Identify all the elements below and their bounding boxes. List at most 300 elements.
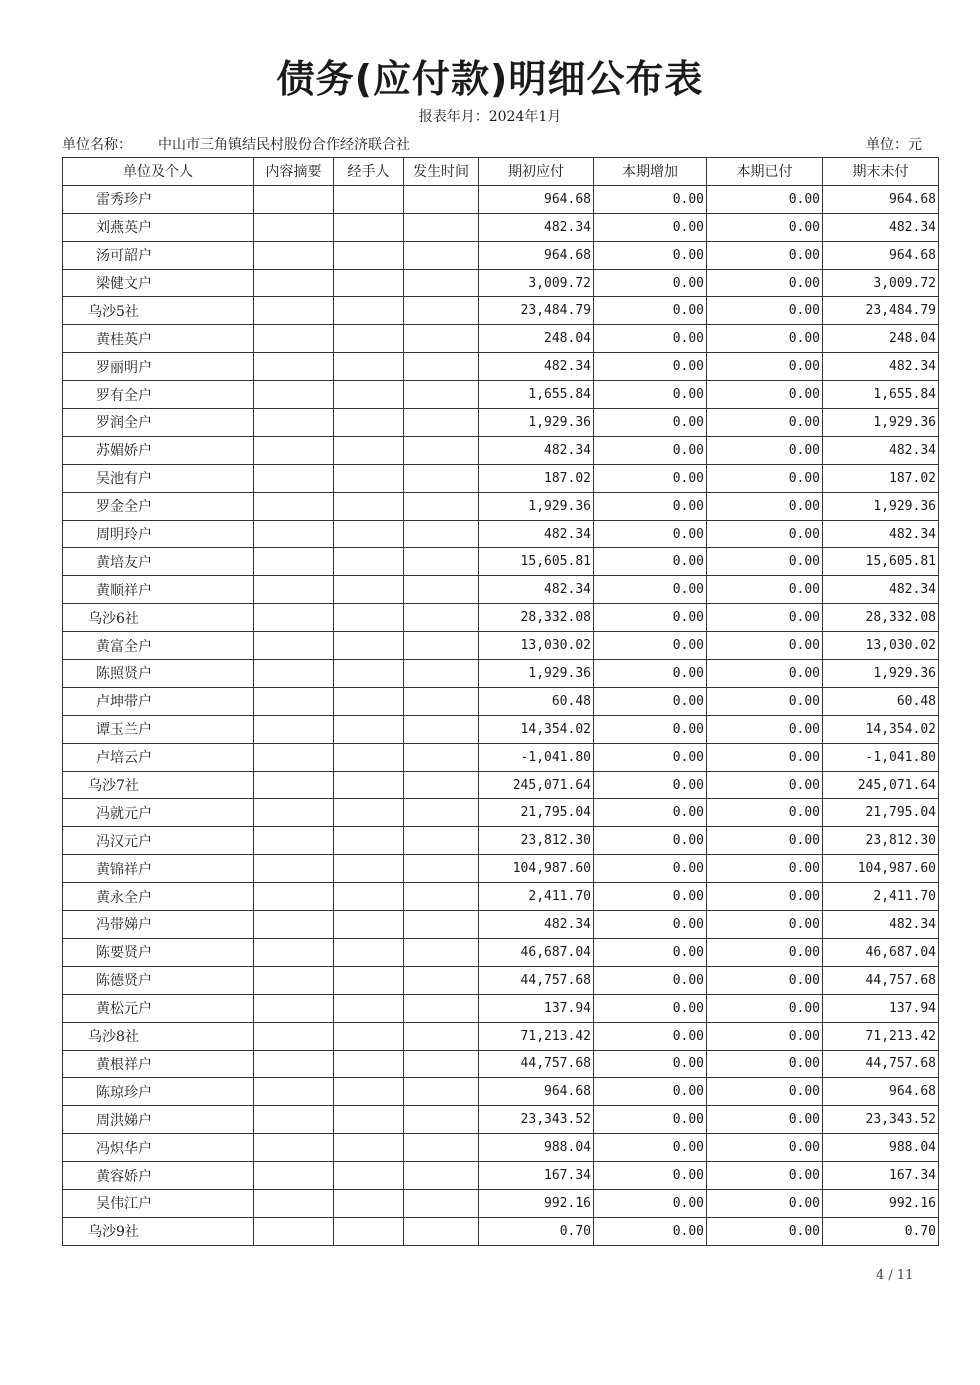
table-row — [63, 1189, 939, 1217]
table-row — [63, 1162, 939, 1190]
table-row — [63, 715, 939, 743]
cell-increase: 0.00 — [594, 1050, 707, 1078]
table-row — [63, 185, 939, 213]
cell-handler — [334, 911, 404, 939]
cell-opening: 46,687.04 — [479, 938, 594, 966]
cell-opening: 482.34 — [479, 436, 594, 464]
cell-entity-name: 黄培友户 — [63, 548, 254, 576]
cell-date — [404, 548, 479, 576]
cell-closing: 167.34 — [823, 1162, 939, 1190]
cell-paid: 0.00 — [707, 409, 823, 437]
cell-paid: 0.00 — [707, 604, 823, 632]
document-title: 债务(应付款)明细公布表 — [276, 57, 704, 101]
cell-closing: 1,929.36 — [823, 492, 939, 520]
table-row — [63, 520, 939, 548]
cell-entity-name: 乌沙8社 — [63, 1022, 254, 1050]
cell-closing: 988.04 — [823, 1134, 939, 1162]
table-row — [63, 771, 939, 799]
cell-increase: 0.00 — [594, 1106, 707, 1134]
cell-closing: 46,687.04 — [823, 938, 939, 966]
cell-entity-name: 冯汉元户 — [63, 827, 254, 855]
table-row — [63, 660, 939, 688]
cell-entity-name: 卢坤带户 — [63, 687, 254, 715]
cell-increase: 0.00 — [594, 855, 707, 883]
cell-opening: 21,795.04 — [479, 799, 594, 827]
cell-increase: 0.00 — [594, 966, 707, 994]
cell-summary — [254, 660, 334, 688]
cell-closing: 1,655.84 — [823, 381, 939, 409]
cell-summary — [254, 381, 334, 409]
table-row — [63, 464, 939, 492]
cell-increase: 0.00 — [594, 520, 707, 548]
cell-entity-name: 乌沙7社 — [63, 771, 254, 799]
cell-opening: 3,009.72 — [479, 269, 594, 297]
cell-opening: 1,929.36 — [479, 492, 594, 520]
cell-date — [404, 325, 479, 353]
cell-entity-name: 吴池有户 — [63, 464, 254, 492]
cell-summary — [254, 1134, 334, 1162]
cell-summary — [254, 241, 334, 269]
cell-paid: 0.00 — [707, 1217, 823, 1245]
cell-paid: 0.00 — [707, 464, 823, 492]
cell-handler — [334, 827, 404, 855]
col-header-handler: 经手人 — [334, 158, 404, 186]
cell-paid: 0.00 — [707, 213, 823, 241]
unit-name: 中山市三角镇结民村股份合作经济联合社 — [158, 137, 410, 153]
cell-summary — [254, 548, 334, 576]
cell-date — [404, 1217, 479, 1245]
cell-opening: 964.68 — [479, 1078, 594, 1106]
cell-increase: 0.00 — [594, 353, 707, 381]
cell-increase: 0.00 — [594, 1134, 707, 1162]
table-row — [63, 1217, 939, 1245]
cell-closing: 1,929.36 — [823, 660, 939, 688]
cell-date — [404, 715, 479, 743]
cell-handler — [334, 1050, 404, 1078]
cell-paid: 0.00 — [707, 185, 823, 213]
cell-increase: 0.00 — [594, 1162, 707, 1190]
cell-entity-name: 黄富全户 — [63, 632, 254, 660]
cell-summary — [254, 1106, 334, 1134]
cell-handler — [334, 241, 404, 269]
cell-summary — [254, 883, 334, 911]
cell-date — [404, 297, 479, 325]
cell-increase: 0.00 — [594, 269, 707, 297]
cell-closing: -1,041.80 — [823, 743, 939, 771]
cell-increase: 0.00 — [594, 185, 707, 213]
cell-increase: 0.00 — [594, 381, 707, 409]
cell-closing: 23,812.30 — [823, 827, 939, 855]
cell-opening: 15,605.81 — [479, 548, 594, 576]
cell-summary — [254, 938, 334, 966]
cell-entity-name: 黄顺祥户 — [63, 576, 254, 604]
cell-date — [404, 911, 479, 939]
cell-summary — [254, 1078, 334, 1106]
cell-date — [404, 436, 479, 464]
cell-summary — [254, 1022, 334, 1050]
cell-entity-name: 黄松元户 — [63, 994, 254, 1022]
cell-paid: 0.00 — [707, 687, 823, 715]
cell-increase: 0.00 — [594, 632, 707, 660]
cell-closing: 23,343.52 — [823, 1106, 939, 1134]
cell-handler — [334, 548, 404, 576]
cell-opening: 1,655.84 — [479, 381, 594, 409]
cell-opening: 964.68 — [479, 185, 594, 213]
currency-unit: 单位：元 — [866, 137, 922, 153]
cell-paid: 0.00 — [707, 1106, 823, 1134]
cell-paid: 0.00 — [707, 632, 823, 660]
cell-summary — [254, 632, 334, 660]
table-row — [63, 1106, 939, 1134]
cell-entity-name: 冯带娣户 — [63, 911, 254, 939]
table-row — [63, 548, 939, 576]
cell-date — [404, 409, 479, 437]
cell-increase: 0.00 — [594, 576, 707, 604]
table-row — [63, 213, 939, 241]
cell-summary — [254, 325, 334, 353]
cell-paid: 0.00 — [707, 743, 823, 771]
cell-entity-name: 罗有全户 — [63, 381, 254, 409]
cell-opening: 28,332.08 — [479, 604, 594, 632]
cell-closing: 245,071.64 — [823, 771, 939, 799]
cell-opening: 482.34 — [479, 576, 594, 604]
table-row — [63, 799, 939, 827]
table-row — [63, 241, 939, 269]
cell-summary — [254, 715, 334, 743]
unit-name-label: 单位名称： — [62, 137, 132, 153]
cell-closing: 137.94 — [823, 994, 939, 1022]
cell-increase: 0.00 — [594, 883, 707, 911]
cell-paid: 0.00 — [707, 827, 823, 855]
cell-increase: 0.00 — [594, 1189, 707, 1217]
cell-handler — [334, 1022, 404, 1050]
table-row — [63, 297, 939, 325]
cell-increase: 0.00 — [594, 827, 707, 855]
cell-paid: 0.00 — [707, 771, 823, 799]
table-row — [63, 994, 939, 1022]
cell-handler — [334, 771, 404, 799]
cell-entity-name: 陈照贤户 — [63, 660, 254, 688]
payables-table — [62, 157, 939, 1246]
cell-closing: 44,757.68 — [823, 1050, 939, 1078]
cell-entity-name: 谭玉兰户 — [63, 715, 254, 743]
cell-handler — [334, 297, 404, 325]
cell-paid: 0.00 — [707, 883, 823, 911]
cell-paid: 0.00 — [707, 1078, 823, 1106]
cell-paid: 0.00 — [707, 269, 823, 297]
cell-increase: 0.00 — [594, 548, 707, 576]
cell-entity-name: 陈琼珍户 — [63, 1078, 254, 1106]
cell-date — [404, 827, 479, 855]
cell-closing: 13,030.02 — [823, 632, 939, 660]
cell-date — [404, 994, 479, 1022]
table-header-row — [63, 158, 939, 186]
cell-entity-name: 罗丽明户 — [63, 353, 254, 381]
cell-handler — [334, 576, 404, 604]
cell-handler — [334, 687, 404, 715]
cell-paid: 0.00 — [707, 325, 823, 353]
cell-handler — [334, 381, 404, 409]
col-header-paid: 本期已付 — [707, 158, 823, 186]
cell-closing: 2,411.70 — [823, 883, 939, 911]
cell-date — [404, 743, 479, 771]
cell-opening: 1,929.36 — [479, 409, 594, 437]
cell-opening: 992.16 — [479, 1189, 594, 1217]
cell-summary — [254, 492, 334, 520]
cell-handler — [334, 799, 404, 827]
cell-summary — [254, 353, 334, 381]
cell-date — [404, 464, 479, 492]
table-row — [63, 1050, 939, 1078]
col-header-date: 发生时间 — [404, 158, 479, 186]
table-row — [63, 883, 939, 911]
cell-opening: 187.02 — [479, 464, 594, 492]
cell-entity-name: 卢培云户 — [63, 743, 254, 771]
cell-entity-name: 乌沙9社 — [63, 1217, 254, 1245]
cell-closing: 21,795.04 — [823, 799, 939, 827]
cell-handler — [334, 743, 404, 771]
cell-closing: 3,009.72 — [823, 269, 939, 297]
cell-increase: 0.00 — [594, 325, 707, 353]
cell-date — [404, 576, 479, 604]
cell-increase: 0.00 — [594, 799, 707, 827]
cell-date — [404, 1078, 479, 1106]
cell-handler — [334, 492, 404, 520]
cell-opening: 23,484.79 — [479, 297, 594, 325]
table-row — [63, 632, 939, 660]
cell-summary — [254, 409, 334, 437]
cell-paid: 0.00 — [707, 297, 823, 325]
cell-date — [404, 855, 479, 883]
cell-closing: 482.34 — [823, 436, 939, 464]
cell-date — [404, 1050, 479, 1078]
table-row — [63, 436, 939, 464]
page-number: 4 / 11 — [876, 1268, 914, 1283]
cell-increase: 0.00 — [594, 715, 707, 743]
cell-date — [404, 353, 479, 381]
cell-date — [404, 241, 479, 269]
cell-summary — [254, 1217, 334, 1245]
cell-increase: 0.00 — [594, 297, 707, 325]
cell-opening: 23,343.52 — [479, 1106, 594, 1134]
cell-date — [404, 1134, 479, 1162]
col-header-increase: 本期增加 — [594, 158, 707, 186]
cell-increase: 0.00 — [594, 492, 707, 520]
cell-paid: 0.00 — [707, 715, 823, 743]
cell-paid: 0.00 — [707, 381, 823, 409]
cell-handler — [334, 883, 404, 911]
cell-closing: 71,213.42 — [823, 1022, 939, 1050]
table-row — [63, 353, 939, 381]
cell-increase: 0.00 — [594, 436, 707, 464]
cell-summary — [254, 966, 334, 994]
cell-closing: 28,332.08 — [823, 604, 939, 632]
cell-entity-name: 汤可韶户 — [63, 241, 254, 269]
cell-paid: 0.00 — [707, 994, 823, 1022]
cell-paid: 0.00 — [707, 1050, 823, 1078]
cell-closing: 482.34 — [823, 353, 939, 381]
cell-closing: 248.04 — [823, 325, 939, 353]
col-header-closing: 期末未付 — [823, 158, 939, 186]
cell-date — [404, 604, 479, 632]
cell-opening: 167.34 — [479, 1162, 594, 1190]
cell-handler — [334, 409, 404, 437]
cell-closing: 964.68 — [823, 241, 939, 269]
cell-opening: 44,757.68 — [479, 966, 594, 994]
cell-closing: 60.48 — [823, 687, 939, 715]
cell-closing: 44,757.68 — [823, 966, 939, 994]
cell-closing: 482.34 — [823, 213, 939, 241]
table-row — [63, 576, 939, 604]
col-header-entity: 单位及个人 — [63, 158, 254, 186]
report-period: 报表年月：2024年1月 — [418, 109, 562, 125]
cell-paid: 0.00 — [707, 938, 823, 966]
cell-closing: 1,929.36 — [823, 409, 939, 437]
cell-entity-name: 雷秀珍户 — [63, 185, 254, 213]
cell-date — [404, 185, 479, 213]
cell-entity-name: 苏媚娇户 — [63, 436, 254, 464]
cell-entity-name: 吴伟江户 — [63, 1189, 254, 1217]
cell-handler — [334, 660, 404, 688]
cell-entity-name: 周明玲户 — [63, 520, 254, 548]
cell-increase: 0.00 — [594, 743, 707, 771]
cell-summary — [254, 855, 334, 883]
cell-increase: 0.00 — [594, 1078, 707, 1106]
cell-handler — [334, 520, 404, 548]
cell-increase: 0.00 — [594, 464, 707, 492]
cell-increase: 0.00 — [594, 213, 707, 241]
cell-paid: 0.00 — [707, 1022, 823, 1050]
cell-entity-name: 冯就元户 — [63, 799, 254, 827]
cell-entity-name: 罗金全户 — [63, 492, 254, 520]
cell-opening: 23,812.30 — [479, 827, 594, 855]
cell-closing: 15,605.81 — [823, 548, 939, 576]
cell-handler — [334, 938, 404, 966]
table-row — [63, 827, 939, 855]
table-row — [63, 938, 939, 966]
table-row — [63, 409, 939, 437]
cell-entity-name: 陈要贤户 — [63, 938, 254, 966]
cell-date — [404, 213, 479, 241]
cell-summary — [254, 213, 334, 241]
cell-date — [404, 966, 479, 994]
cell-summary — [254, 1189, 334, 1217]
cell-handler — [334, 966, 404, 994]
cell-opening: 14,354.02 — [479, 715, 594, 743]
cell-summary — [254, 297, 334, 325]
cell-increase: 0.00 — [594, 938, 707, 966]
cell-closing: 964.68 — [823, 185, 939, 213]
cell-date — [404, 269, 479, 297]
table-row — [63, 492, 939, 520]
cell-closing: 964.68 — [823, 1078, 939, 1106]
cell-date — [404, 687, 479, 715]
cell-closing: 0.70 — [823, 1217, 939, 1245]
cell-closing: 187.02 — [823, 464, 939, 492]
table-row — [63, 687, 939, 715]
cell-paid: 0.00 — [707, 660, 823, 688]
cell-handler — [334, 1217, 404, 1245]
table-row — [63, 325, 939, 353]
cell-date — [404, 1106, 479, 1134]
unit-name-block — [62, 134, 410, 154]
cell-paid: 0.00 — [707, 492, 823, 520]
cell-summary — [254, 269, 334, 297]
cell-paid: 0.00 — [707, 911, 823, 939]
cell-summary — [254, 464, 334, 492]
cell-closing: 992.16 — [823, 1189, 939, 1217]
cell-handler — [334, 269, 404, 297]
cell-opening: 482.34 — [479, 353, 594, 381]
cell-entity-name: 黄桂英户 — [63, 325, 254, 353]
cell-opening: 44,757.68 — [479, 1050, 594, 1078]
table-row — [63, 1078, 939, 1106]
cell-paid: 0.00 — [707, 966, 823, 994]
cell-summary — [254, 827, 334, 855]
cell-entity-name: 黄永全户 — [63, 883, 254, 911]
cell-increase: 0.00 — [594, 994, 707, 1022]
cell-entity-name: 陈德贤户 — [63, 966, 254, 994]
cell-increase: 0.00 — [594, 911, 707, 939]
cell-opening: 248.04 — [479, 325, 594, 353]
cell-opening: 104,987.60 — [479, 855, 594, 883]
cell-closing: 482.34 — [823, 911, 939, 939]
cell-opening: 482.34 — [479, 213, 594, 241]
cell-date — [404, 1022, 479, 1050]
cell-handler — [334, 604, 404, 632]
cell-closing: 104,987.60 — [823, 855, 939, 883]
cell-summary — [254, 185, 334, 213]
cell-opening: 137.94 — [479, 994, 594, 1022]
cell-handler — [334, 994, 404, 1022]
cell-handler — [334, 715, 404, 743]
cell-handler — [334, 185, 404, 213]
cell-entity-name: 刘燕英户 — [63, 213, 254, 241]
cell-date — [404, 1162, 479, 1190]
cell-date — [404, 883, 479, 911]
table-row — [63, 1134, 939, 1162]
cell-entity-name: 梁健文户 — [63, 269, 254, 297]
cell-paid: 0.00 — [707, 436, 823, 464]
col-header-opening: 期初应付 — [479, 158, 594, 186]
cell-handler — [334, 436, 404, 464]
table-row — [63, 911, 939, 939]
cell-opening: 2,411.70 — [479, 883, 594, 911]
cell-date — [404, 632, 479, 660]
cell-paid: 0.00 — [707, 855, 823, 883]
cell-entity-name: 黄锦祥户 — [63, 855, 254, 883]
cell-paid: 0.00 — [707, 520, 823, 548]
table-body — [63, 185, 939, 1245]
cell-opening: 60.48 — [479, 687, 594, 715]
cell-closing: 23,484.79 — [823, 297, 939, 325]
cell-paid: 0.00 — [707, 576, 823, 604]
cell-summary — [254, 604, 334, 632]
cell-opening: -1,041.80 — [479, 743, 594, 771]
cell-closing: 14,354.02 — [823, 715, 939, 743]
cell-summary — [254, 520, 334, 548]
table-row — [63, 604, 939, 632]
cell-opening: 988.04 — [479, 1134, 594, 1162]
cell-handler — [334, 353, 404, 381]
cell-paid: 0.00 — [707, 353, 823, 381]
cell-opening: 482.34 — [479, 911, 594, 939]
table-row — [63, 269, 939, 297]
cell-paid: 0.00 — [707, 1162, 823, 1190]
cell-summary — [254, 994, 334, 1022]
cell-paid: 0.00 — [707, 799, 823, 827]
table-row — [63, 1022, 939, 1050]
